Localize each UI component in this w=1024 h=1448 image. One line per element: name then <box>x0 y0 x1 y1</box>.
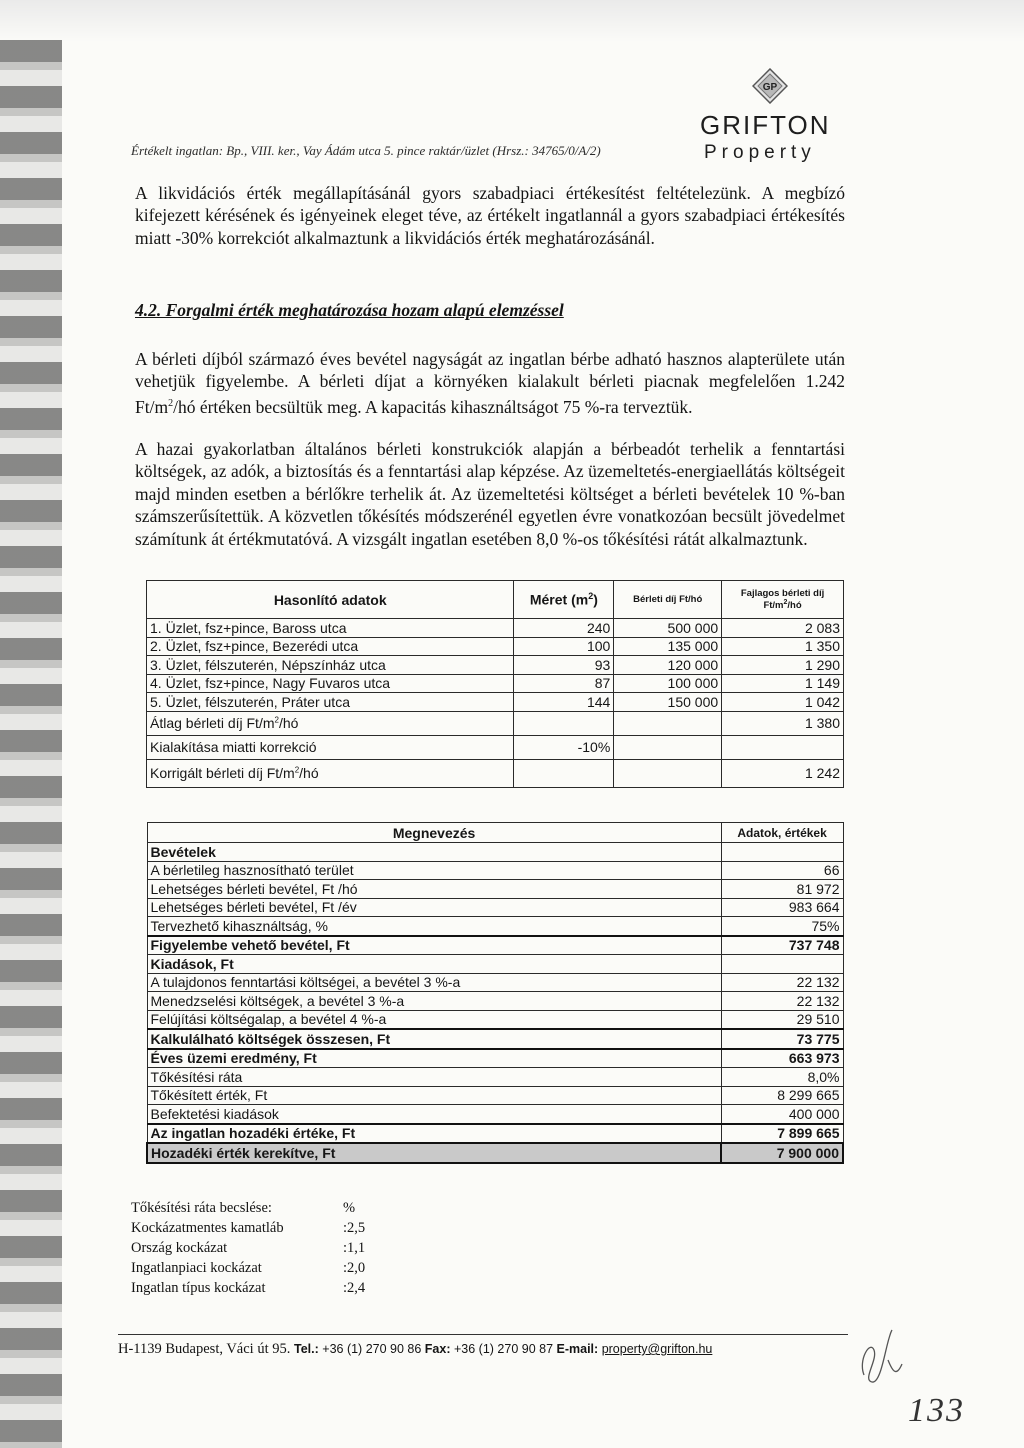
income-label: Kalkulálható költségek összesen, Ft <box>147 1029 721 1049</box>
income-value: 7 899 665 <box>721 1124 843 1144</box>
scan-left-edge <box>0 40 62 1448</box>
list-item <box>131 1258 365 1278</box>
income-label: Menedzselési költségek, a bevétel 3 %-a <box>147 992 721 1011</box>
note-value: :2,5 <box>343 1220 366 1236</box>
income-label: Az ingatlan hozadéki értéke, Ft <box>147 1124 721 1144</box>
col-header-unit-rent: Fajlagos bérleti díj $Ft/m^2/hó$ <box>722 581 844 619</box>
table-row <box>147 1029 843 1049</box>
property-header-line: Értékelt ingatlan: Bp., VIII. ker., Vay Ádám utca 5. pince raktár/üzlet (Hrsz.: 34765/0/A/2) <box>131 143 601 158</box>
table-row <box>147 674 844 693</box>
note-label: Ingatlan típus kockázat <box>131 1280 266 1296</box>
logo-letters: GP <box>762 82 778 93</box>
handwritten-page-number: 133 <box>908 1392 965 1429</box>
table-row <box>147 1010 843 1029</box>
comparable-unit-rent: 1 042 <box>722 693 844 712</box>
adjustment-label: Kialakítása miatti korrekció <box>147 735 514 759</box>
table-row <box>147 637 844 656</box>
table-row <box>147 955 843 974</box>
table-row <box>147 1049 843 1068</box>
income-label: Éves üzemi eredmény, Ft <box>147 1049 721 1068</box>
income-label: Felújítási költségalap, a bevétel 4 %-a <box>147 1010 721 1029</box>
note-value: :2,4 <box>343 1280 366 1296</box>
paragraph-costs: A hazai gyakorlatban általános bérleti konstrukciók alapján a bérbeadót terhelik a fenntartási költségek, az adók, a biztosítás és a fenntartási alap képzése. Az üzemeltetés-energiaellátás költségeit majd minden esetben a bérlőkre terhelik át. Az üzemeltetési költséget a bérleti bevételek 10 %-ban számszerűsítettük. A közvetlen tőkésítés módszerénél egyetlen évre vonatkozóan becsült jövedelmet számítunk át értékmutatóvá. A vizsgált ingatlan esetében 8,0 %-os tőkésítési rátát alkalmaztunk. <box>135 439 845 549</box>
table-row <box>147 1143 843 1163</box>
income-value: 983 664 <box>721 898 843 917</box>
income-value <box>721 843 843 862</box>
signature-mark <box>852 1320 912 1400</box>
comparable-name: 1. Üzlet, fsz+pince, Baross utca <box>147 619 514 638</box>
comparable-size: 87 <box>514 674 614 693</box>
intro-paragraph: A likvidációs érték megállapításánál gyors szabadpiaci értékesítést feltételezünk. A megbízó kifejezett kérésének és igényeinek eleget téve, az értékelt ingatlannál a gyors szabadpiaci értékesítés miatt -30% korrekciót alkalmaztunk a likvidációs érték meghatározásánál. <box>135 183 845 248</box>
corrected-row <box>147 759 844 787</box>
income-label: Befektetési kiadások <box>147 1105 721 1124</box>
comparable-size: 240 <box>514 619 614 638</box>
table-row <box>147 1105 843 1124</box>
income-value: 663 973 <box>721 1049 843 1068</box>
average-row <box>147 711 844 735</box>
table-row <box>147 1086 843 1105</box>
list-item <box>131 1278 365 1298</box>
note-value: % <box>343 1200 356 1216</box>
section-heading: 4.2. Forgalmi érték meghatározása hozam alapú elemzéssel <box>135 300 564 320</box>
cap-rate-notes <box>131 1198 365 1298</box>
comparables-table <box>146 580 844 788</box>
income-label: Hozadéki érték kerekítve, Ft <box>147 1143 721 1163</box>
footer-phone: +36 (1) 270 90 86 <box>322 1342 422 1356</box>
table-row <box>147 1124 843 1144</box>
income-value: 22 132 <box>721 992 843 1011</box>
income-value <box>721 955 843 974</box>
income-label: Tőkésítési ráta <box>147 1068 721 1087</box>
income-value: 75% <box>721 917 843 936</box>
brand-subtitle: Property <box>704 142 816 163</box>
footer-divider <box>118 1334 848 1335</box>
brand-name: GRIFTON <box>700 110 831 140</box>
income-value: 8,0% <box>721 1068 843 1087</box>
col-header-size: Méret $(m^2)$ <box>514 581 614 619</box>
comparable-size: 100 <box>514 637 614 656</box>
table-row <box>147 992 843 1011</box>
table-row <box>147 656 844 675</box>
footer-fax: +36 (1) 270 90 87 <box>453 1342 554 1356</box>
comparable-name: 4. Üzlet, fsz+pince, Nagy Fuvaros utca <box>147 674 514 693</box>
average-value: 1 380 <box>722 711 844 735</box>
income-value: 29 510 <box>721 1010 843 1029</box>
note-label: Ingatlanpiaci kockázat <box>131 1260 262 1276</box>
note-value: :2,0 <box>343 1260 366 1276</box>
income-value: 66 <box>721 861 843 880</box>
scan-top-shadow <box>0 0 1024 42</box>
table-row <box>147 693 844 712</box>
comparable-unit-rent: 1 350 <box>722 637 844 656</box>
table-row <box>147 898 843 917</box>
list-item <box>131 1218 365 1238</box>
note-label: Kockázatmentes kamatláb <box>131 1220 284 1236</box>
grifton-logo-icon <box>752 68 788 104</box>
col-header-description: Megnevezés <box>147 823 721 843</box>
comparable-rent: 500 000 <box>614 619 722 638</box>
paragraph-rent-basis-part-a: A bérleti díjból származó éves bevétel nagyságát az ingatlan bérbe adható hasznos alapterülete után vehetjük figyelembe. A bérleti díjat a környéken kialakult bérleti piacnak megfelelően 1.242 Ft/m <box>135 349 845 417</box>
comparable-size: 144 <box>514 693 614 712</box>
income-label: Lehetséges bérleti bevétel, Ft /év <box>147 898 721 917</box>
comparable-name: 3. Üzlet, félszuterén, Népszínház utca <box>147 656 514 675</box>
income-table <box>146 822 844 1164</box>
note-label: Ország kockázat <box>131 1240 228 1256</box>
footer: H-1139 Budapest, Váci út 95. Tel.: +36 (1) 270 90 86 Fax: +36 (1) 270 90 87 E-mail: property@grifton.hu <box>118 1341 713 1357</box>
income-label: Kiadások, Ft <box>147 955 721 974</box>
corrected-value: 1 242 <box>722 759 844 787</box>
col-header-values: Adatok, értékek <box>721 823 843 843</box>
income-label: Bevételek <box>147 843 721 862</box>
adjustment-row <box>147 735 844 759</box>
adjustment-value: -10% <box>514 735 614 759</box>
paragraph-rent-basis-part-b: /hó értéken becsültük meg. A kapacitás kihasználtságot 75 %-ra terveztük. <box>173 396 693 417</box>
income-label: Tőkésített érték, Ft <box>147 1086 721 1105</box>
comparable-unit-rent: 1 149 <box>722 674 844 693</box>
comparable-rent: 150 000 <box>614 693 722 712</box>
income-value: 8 299 665 <box>721 1086 843 1105</box>
comparable-rent: 135 000 <box>614 637 722 656</box>
paragraph-rent-basis <box>135 348 845 418</box>
income-label: Tervezhető kihasználtság, % <box>147 917 721 936</box>
footer-address: H-1139 Budapest, Váci út 95. <box>118 1341 291 1357</box>
income-value: 7 900 000 <box>721 1143 843 1163</box>
comparable-name: 5. Üzlet, félszuterén, Práter utca <box>147 693 514 712</box>
table-row <box>147 861 843 880</box>
table-row <box>147 843 843 862</box>
table-row <box>147 917 843 936</box>
col-header-rent: Bérleti díj Ft/hó <box>614 581 722 619</box>
col-header-name: Hasonlító adatok <box>147 581 514 619</box>
corrected-label: Korrigált bérleti díj $Ft/m^2/hó$ <box>147 759 514 787</box>
income-label: A tulajdonos fenntartási költségei, a bevétel 3 %-a <box>147 973 721 992</box>
comparable-name: 2. Üzlet, fsz+pince, Bezerédi utca <box>147 637 514 656</box>
table-row <box>147 880 843 899</box>
comparable-size: 93 <box>514 656 614 675</box>
comparable-rent: 100 000 <box>614 674 722 693</box>
table-row <box>147 936 843 955</box>
comparable-unit-rent: 2 083 <box>722 619 844 638</box>
table-row <box>147 973 843 992</box>
comparables-header-row <box>147 581 844 619</box>
list-item <box>131 1238 365 1258</box>
footer-email-link[interactable]: property@grifton.hu <box>601 1342 713 1356</box>
note-label: Tőkésítési ráta becslése: <box>131 1200 272 1216</box>
income-label: A bérletileg hasznosítható terület <box>147 861 721 880</box>
income-value: 737 748 <box>721 936 843 955</box>
superscript-2: 2 <box>168 397 174 409</box>
list-item <box>131 1198 365 1218</box>
income-value: 400 000 <box>721 1105 843 1124</box>
table-row <box>147 619 844 638</box>
income-value: 22 132 <box>721 973 843 992</box>
comparable-unit-rent: 1 290 <box>722 656 844 675</box>
income-value: 81 972 <box>721 880 843 899</box>
table-row <box>147 1068 843 1087</box>
note-value: :1,1 <box>343 1240 366 1256</box>
income-label: Figyelembe vehető bevétel, Ft <box>147 936 721 955</box>
average-label: Átlag bérleti díj $Ft/m^2/hó$ <box>147 711 514 735</box>
comparable-rent: 120 000 <box>614 656 722 675</box>
income-value: 73 775 <box>721 1029 843 1049</box>
income-label: Lehetséges bérleti bevétel, Ft /hó <box>147 880 721 899</box>
income-header-row <box>147 823 843 843</box>
